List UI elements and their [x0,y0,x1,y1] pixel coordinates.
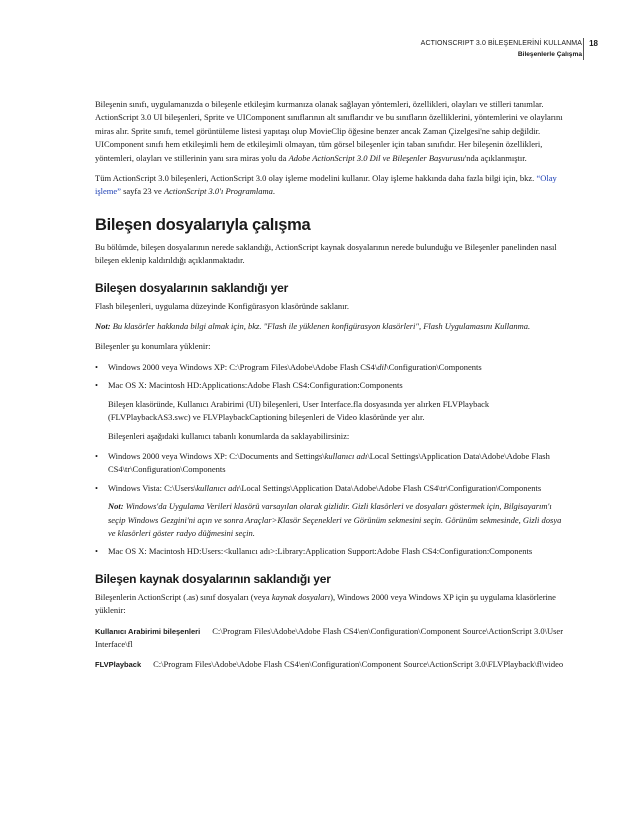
ui-source-label: Kullanıcı Arabirimi bileşenleri [95,626,201,636]
page-number: 18 [583,38,598,60]
flv-source-path: FLVPlayback C:\Program Files\Adobe\Adobe Flash CS4\en\Configuration\Component Source\ActionScript 3.0\FLVPlayback\fl\video [95,659,564,670]
heading-bilesen-dosyalari: Bileşen dosyalarıyla çalışma [95,215,311,234]
heading-kaynak-dosyalari: Bileşen kaynak dosyalarının saklandığı yer [95,571,331,586]
vista-note: Not: Windows'da Uygulama Verileri klasörü varsayılan olarak gizlidir. Gizli klasörleri ve dosyaları göstermek için, Bilgisayarım'ı seçip Windows Gezgini'ni açın ve sonra Araçlar>Klasör Seçenekleri ve Görünüm sekmesini seçin. Görünüm sekmesinde, Gizli dosya ve klasörleri göster radyo düğmesini seçin. [108,501,562,538]
list-item: • Windows Vista: C:\Users\kullanıcı adı\Local Settings\Application Data\Adobe\Adobe Flash CS4\tr\Configuration\Components Not: Windows'da Uygulama Verileri klasörü varsayılan olarak gizlidir. Gizli klasörleri ve dosyaları göstermek için, Bilgisayarım'ı seçip Windows Gezgini'ni açın ve sonra Araçlar>Klasör Seçenekleri ve Görünüm sekmesini seçin. Görünüm sekmesinde, Gizli dosya ve klasörleri göster radyo düğmesini seçin. [95,482,565,541]
flv-source-label: FLVPlayback [95,660,142,670]
user-intro: Bileşenleri aşağıdaki kullanıcı tabanlı konumlarda da saklayabilirsiniz: [108,430,350,441]
list-item: • Mac OS X: Macintosh HD:Applications:Adobe Flash CS4:Configuration:Components Bileşen klasöründe, Kullanıcı Arabirimi (UI) bileşenleri, User Interface.fla dosyasında yer alırken FLVPlayback (FLVPlaybackAS3.swc) ve FLVPlaybackCaptioning bileşenleri de Video klasöründe yer alır. [95,379,565,424]
running-header [138,38,598,60]
section2-body: Flash bileşenleri, uygulama düzeyinde Konfigürasyon klasöründe saklanır. [95,300,349,311]
note-paragraph: Not: Bu klasörler hakkında bilgi almak için, bkz. "Flash ile yüklenen konfigürasyon klasörleri", Flash Uygulamasını Kullanma. [95,321,531,332]
list-item: • Windows 2000 veya Windows XP: C:\Program Files\Adobe\Adobe Flash CS4\dil\Configuration\Components [95,361,482,372]
install-locations-list [95,361,565,425]
section3-body: Bileşenlerin ActionScript (.as) sınıf dosyaları (veya kaynak dosyaları), Windows 2000 veya Windows XP için şu uygulama klasörlerine yüklenir: [95,591,556,616]
intro-paragraph-1: Bileşenin sınıfı, uygulamanızda o bileşenle etkileşim kurmanıza olanak sağlayan yöntemleri, özellikleri, olayları ve stilleri tanımlar. ActionScript 3.0 UI bileşenleri, Sprite ve UIComponent sınıflarının alt sınıflarıdır ve bu sınıfların özelliklerini, yöntemlerini ve olaylarını miras alır. Sprite sınıfı, temel görüntüleme listesi yapıtaşı olup MovieClip öğesine benzer ancak Zaman Çizelgesi'ne sahip değildir. UIComponent sınıfı hem etkileşimli hem de etkileşimli olmayan, tüm görsel bileşenler için taban sınıfıdır. Her bileşenin özellikleri, yöntemleri, olayları ve stillerinin yanı sıra miras yolu da Adobe ActionScript 3.0 Dil ve Bileşenler Başvurusu'nda açıklanmıştır. [95,99,563,163]
section1-body: Bu bölümde, bileşen dosyalarının nerede saklandığı, ActionScript kaynak dosyalarının nerede bulunduğu ve Bileşenler panelinden nasıl bileşen eklenip kaldırıldığı açıklanmaktadır. [95,241,557,266]
ui-source-path: Kullanıcı Arabirimi bileşenleri C:\Program Files\Adobe\Adobe Flash CS4\en\Configuration\Component Source\ActionScript 3.0\User Interface\fl [95,625,564,649]
header-section: Bileşenlerle Çalışma [517,51,582,58]
user-locations-list [95,450,565,559]
intro-paragraph-2: Tüm ActionScript 3.0 bileşenleri, ActionScript 3.0 olay işleme modelini kullanır. Olay işleme hakkında daha fazla bilgi için, bkz. “Olay işleme” sayfa 23 ve ActionScript 3.0'ı Programlama. [95,173,557,197]
olay-isleme-link[interactable]: “Olay işleme” [95,173,557,197]
header-chapter: ACTIONSCRIPT 3.0 BİLEŞENLERİNİ KULLANMA [420,40,582,47]
heading-dosya-yeri: Bileşen dosyalarının saklandığı yer [95,280,289,295]
page-body [95,98,565,679]
mac-sub-paragraph: Bileşen klasöründe, Kullanıcı Arabirimi (UI) bileşenleri, User Interface.fla dosyasında yer alırken FLVPlayback (FLVPlaybackAS3.swc) ve FLVPlaybackCaptioning bileşenleri de Video klasöründe yer alır. [108,398,490,423]
list-item: • Windows 2000 veya Windows XP: C:\Documents and Settings\kullanıcı adı\Local Settings\Application Data\Adobe\Adobe Flash CS4\tr\Configuration\Components [95,450,550,475]
list-item: • Mac OS X: Macintosh HD:Users:<kullanıcı adı>:Library:Application Support:Adobe Flash CS4:Configuration:Components [95,546,533,557]
installed-intro: Bileşenler şu konumlara yüklenir: [95,341,211,352]
